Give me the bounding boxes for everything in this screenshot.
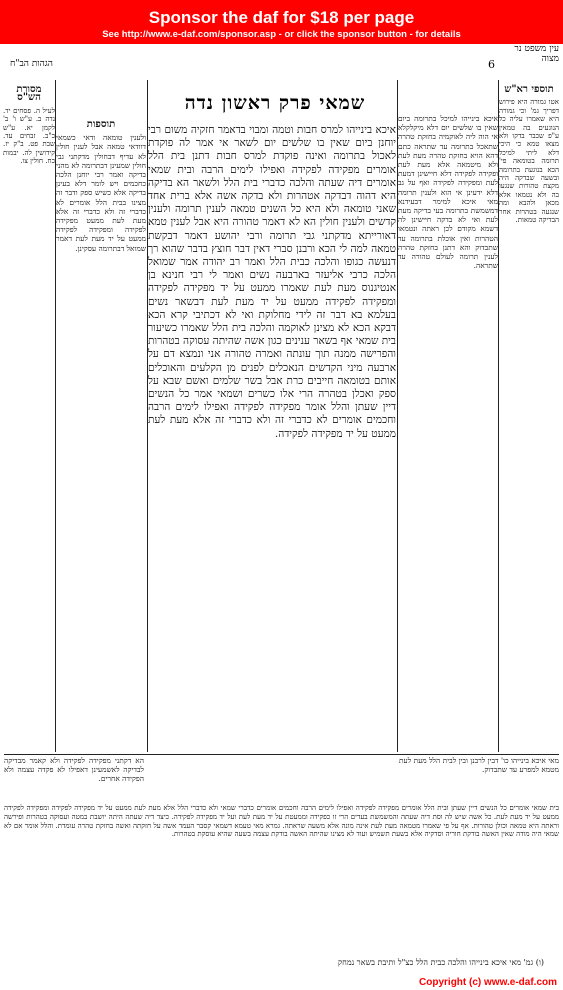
bottom-left-commentary: הא דקתני מפקידה לפקידה ולא קאמר מבדיקה לבדיקה לאשמעינן דאפילו לא פקדה עצמה ולא הפקידה אחרים.: [4, 756, 144, 784]
ein-mishpat-title: עין משפט נר מצוה: [514, 44, 559, 64]
rashi-column: [398, 114, 498, 750]
right-margin-title: תוספי רא"ש: [504, 84, 554, 95]
right-margin-text: אטו גמורה היא פירוש דפריך גמ' וכי גמורה היא שאמרו עליה כל הנוגעים בה טמאין ע"פ שכבר בדקו ולא מצאו טמא כי היכי דלא ליתי למיכל תרומה בטומאה פי' הכא בנוגעת בתרומה ובשעה שבדקה היה מקצת טהורות שנגעו בה ולא נטמאו אלא מכאן ולהבא ומה שנגעה בטהרות אחר הבדיקה טמאות.: [499, 98, 559, 225]
left-margin-title: מסורת הש"ס: [16, 84, 42, 104]
running-head: שמאי פרק ראשון נדה: [184, 92, 366, 114]
footnote: (ו) גמ' מאי איכא בינייהו והלכה כבית הלל כצ"ל ותיבת בשאר נמחק: [337, 958, 544, 967]
left-margin-column: [3, 80, 55, 750]
gemara-column: [148, 124, 396, 752]
right-margin-column: [499, 80, 559, 750]
bottom-commentary-text: בית שמאי אומרים כל הנשים דיין שעתן ובית הלל אומרים מפקידה לפקידה ואפילו לימים הרבה וחכמים אומרים כדברי שמאי ולא כדברי הלל אלא מעת לעת ממעט על יד מפקידה לפקידה ומפקידה לפקידה ממעט על יד מעת לעת. כל אשה שיש לה וסת דיה שעתה והמשמשת בעדים הרי זו כפקידה וממעטת על יד מעת לעת ועל יד מפקידה לפקידה. כיצד דיה שעתה היתה יושבת במטה ועסוקה בטהרות ופירשה וראתה היא טמאה וכולן טהורות. אף על פי שאמרו מטמאה מעת לעת אינה מונה אלא משעה שראתה. גמרא מאי טעמא דשמאי קסבר העמד אשה על חזקתה ואשה בחזקת טהרה עומדת. והלל אומר אם לא שמאי היה מודה שאין האשה בודקת חוריה וסדקיה אלא בשעת תשמיש ועוד לא מצינו שהיתה האשה בודקת עצמה בשעה שהיא עוסקת בטהרות.: [4, 804, 559, 839]
left-reference: הגהות הב"ח: [10, 59, 53, 69]
bottom-commentary: [4, 804, 559, 964]
sponsor-link[interactable]: See http://www.e-daf.com/sponsor.asp - or click the sponsor button - for details: [102, 29, 461, 40]
tosafot-text: ולענין טומאה ודאי כשמאי דוודאי טמאה אבל לענין חולין לא עדיף דבחולין מדקתני גבי חולין שמעינן דבתרומה לא מהני בדיקה ואמר רבי יוחנן הלכה כחכמים ויש לומר דלא בעינן בדיקה אלא כשיש ספק ודבר זה מצינו בבית הלל אומרים לא כדברי זה ולא כדברי זה אלא מעת לעת ממעט מפקידה לפקידה ומפקידה לפקידה ממעט על יד מעת לעת דאמר שמואל דבתרומה עסקינן.: [56, 133, 146, 253]
sponsor-banner[interactable]: [0, 0, 563, 44]
page-header: [0, 56, 563, 76]
tosafot-column: [56, 114, 146, 750]
sponsor-title[interactable]: Sponsor the daf for $18 per page: [148, 8, 415, 27]
talmud-page: [0, 44, 563, 974]
bottom-right-commentary: מאי איכא בינייהו כו' דבין לרבנן ובין לבית הלל מעת לעת מטמא למפרע עד שתבדוק.: [399, 756, 559, 775]
rashi-text: איכא בינייהו למיכל בתרומה ביום שאין בו שלשים יום דלא מיקלקלא אי הוה ליה לאוקמיה בחזקת טהרה שתאכל בתרומה עד שתראה כתם דהא הויא בחזקת טהרה מעת לעת ולא מיטמאה אלא מעת לעת ופקידה לפקידה דלא חיישינן דמעת לעת ומפקידה לפקידה ואף על גב דלא ידעינן אי הוא ולענין תרומה מאי איכא למימר דבעידנא דמשמשת בתרומה בעי בדיקה מעת לעת ואי לא בדקה חיישינן לה דשמא מקודם לכן ראתה ונטמאו הטהרות ואין אוכלת בתרומה עד שתבדוק והא דתנן בחזקת טהרה לענין תרומה לעולם טהורה עד שתראה.: [398, 114, 498, 271]
tosafot-title: תוספות: [86, 119, 116, 130]
left-margin-text: לעיל ה. פסחים יד. נדה ב. ע"ש ו' ב' לקמן יא. ע"ש כ"ב. זבחים עד. שבת פט. ב"ק יז. קידושין לה. יבמות כח. חולין צו.: [3, 106, 55, 166]
gemara-text: איכא בינייהו למרס חבות וטמה ומבוי בדאמר חזקיה משום רבי יוחנן ביום שאין בו שלשים יום לשאר אי אמר לה פוקדת לאכול בתרומה ואינה פוקדת למרס חבות דתנן בית הלל אומרים מפקידה לפקידה ואפילו לימים הרבה ובית שמאי אומרים דיה שעתה והלכה כדברי בית הלל ולשאר הא בדיקה היא דהוה דבדקה אטהרות ולא בדקה אשה אלא ברית אחד שאני טומאה ולא היא כל השנים טמאה לענין תרומה ולענין קדשים ולענין חולין הא לא דאמר טהורה היא אבל לענין טמא דאורייתא מדקתני גבי תרומה ורבי יהושע דאמר דבקשת טמאה למה לי הכא ורבנן סברי דאין דבר חוצץ בדבר שהוא רך דנעשה כגופו והלכה כבית הלל ואמר רב יהודה אמר שמואל הלכה כרבי אליעזר בארבעה נשים ואמר לי רבי חנינא בן אנטיגנוס מעת לעת שאמרו ממעט על יד מפקידה לפקידה ומפקידה לפקידה ממעט על יד מעת לעת דבשאר נשים בעלמא בא דבר זה לידי מחלוקת ואי לא דכתיבי קרא הכא דבקא הכא לא מצינן לאוקמה והלכה בית הלל שאמרו כשיעור בית שמאי אף בשאר ענינים כגון אשה שהיתה עסוקה בטהרות והפרישה ממנה תוך עונתה ואמרה טהורה אני ונמצא דם על ארבעה מיני הקדשים הנאכלים לפנים מן הקלעים והאוכלים אותם בטומאה חייבים כרת אבל בשר שלמים ואשם שבא על ספק ואכלן בטהרה הרי אלו כשרים ושמאי אמר כל הנשים דיין שעתן והלל אומר מפקידה לפקידה ואפילו לימים הרבה וחכמים אומרים לא כדברי זה ולא כדברי זה אלא מעת לעת ממעט על יד מפקידה לפקידה.: [148, 124, 396, 440]
copyright-link[interactable]: Copyright (c) www.e-daf.com: [419, 977, 557, 988]
page-number: 6: [488, 58, 495, 71]
horizontal-divider: [4, 754, 559, 755]
